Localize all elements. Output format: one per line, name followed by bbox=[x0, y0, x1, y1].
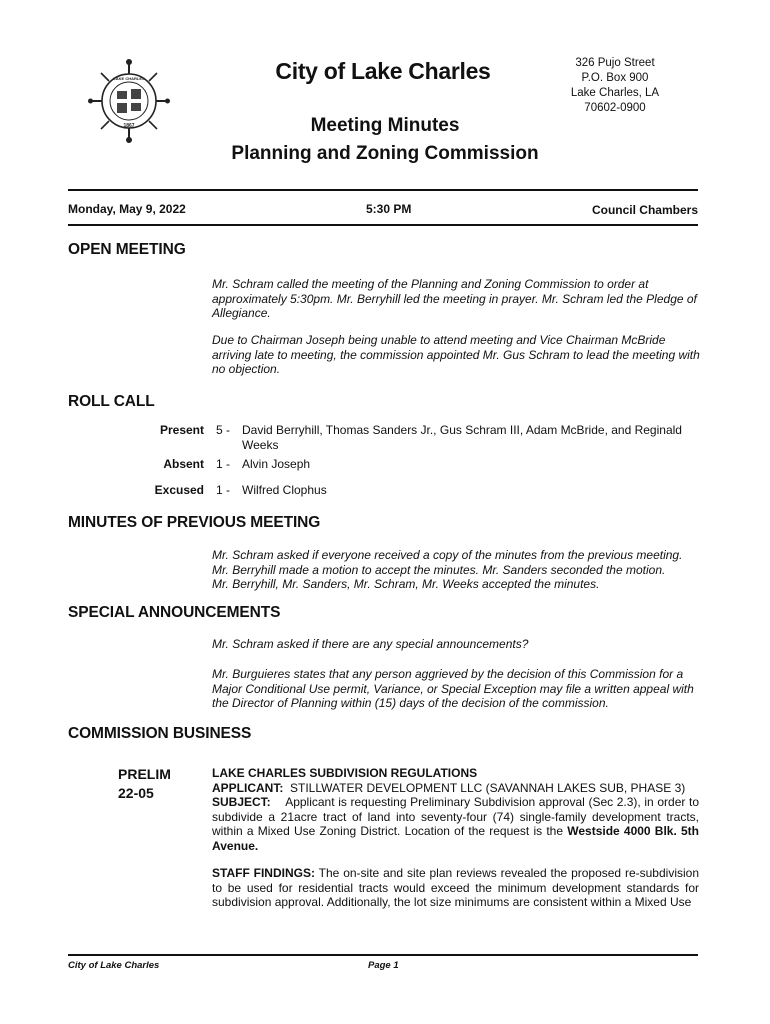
seal-year: 1867 bbox=[123, 123, 135, 129]
top-rule bbox=[68, 189, 698, 191]
address-line: 70602-0900 bbox=[584, 102, 646, 114]
applicant-value: STILLWATER DEVELOPMENT LLC (SAVANNAH LAKES SUB, PHASE 3) bbox=[290, 780, 686, 795]
address-line: Lake Charles, LA bbox=[570, 87, 660, 99]
previous-minutes-line: Mr. Berryhill, Mr. Sanders, Mr. Schram, Mr. Weeks accepted the minutes. bbox=[212, 577, 600, 591]
item-details bbox=[212, 766, 699, 910]
open-meeting-para-1: Mr. Schram called the meeting of the Planning and Zoning Commission to order at approximately 5:30pm. Mr. Berryhill led the meeting in prayer. Mr. Schram led the Pledge of Allegiance. bbox=[212, 277, 697, 320]
footer-page-number: Page 1 bbox=[368, 960, 399, 971]
item-number bbox=[118, 765, 171, 803]
previous-minutes-line: Mr. Berryhill made a motion to accept the minutes. Mr. Sanders seconded the motion. bbox=[212, 563, 666, 577]
roll-call-count: 1 - bbox=[216, 457, 231, 471]
title-line-1: Meeting Minutes bbox=[310, 115, 460, 136]
previous-minutes-heading: MINUTES OF PREVIOUS MEETING bbox=[68, 514, 321, 531]
address-line: 326 Pujo Street bbox=[575, 57, 655, 69]
special-announcements-para-1: Mr. Schram asked if there are any special announcements? bbox=[212, 637, 529, 651]
footer-organization: City of Lake Charles bbox=[68, 960, 160, 971]
city-seal bbox=[88, 58, 170, 144]
staff-findings-paragraph bbox=[212, 866, 699, 910]
commission-business-heading: COMMISSION BUSINESS bbox=[68, 725, 252, 742]
meeting-location: Council Chambers bbox=[591, 203, 698, 217]
title-line-2: Planning and Zoning Commission bbox=[231, 143, 539, 164]
organization-name: City of Lake Charles bbox=[275, 58, 491, 84]
open-meeting-para-2: Due to Chairman Joseph being unable to attend meeting and Vice Chairman McBride arriving late to meeting, the commission appointed Mr. Gus Schram to lead the meeting with no objection. bbox=[212, 333, 700, 376]
footer-rule bbox=[68, 954, 698, 956]
special-announcements-heading: SPECIAL ANNOUNCEMENTS bbox=[68, 604, 281, 621]
roll-call-label: Excused bbox=[154, 483, 204, 497]
subject-label: SUBJECT: bbox=[212, 795, 271, 809]
roll-call-count: 1 - bbox=[216, 483, 231, 497]
applicant-line bbox=[212, 781, 699, 796]
meeting-date: Monday, May 9, 2022 bbox=[68, 202, 186, 216]
special-announcements-para-2: Mr. Burguieres states that any person aggrieved by the decision of this Commission for a Major Conditional Use permit, Variance, or Special Exception may file a written appeal with the Director of Planning within (15) days of the decision of the commission. bbox=[212, 667, 694, 710]
findings-value: The on-site and site plan reviews revealed the proposed re-subdivision to be used for residential tracts would exceed the minimum development standards for subdivision approval. Additionally, the lot size minimums are consistent within a Mixed Use bbox=[212, 866, 700, 909]
meeting-time: 5:30 PM bbox=[366, 202, 412, 216]
findings-label: STAFF FINDINGS: bbox=[212, 866, 315, 880]
address-block bbox=[560, 56, 670, 116]
roll-call-count: 5 - bbox=[216, 423, 231, 437]
item-number-line-2: 22-05 bbox=[118, 785, 154, 801]
seal-motto: LAKE CHARLES bbox=[113, 76, 145, 81]
open-meeting-heading: OPEN MEETING bbox=[68, 241, 186, 258]
regulations-title: LAKE CHARLES SUBDIVISION REGULATIONS bbox=[212, 766, 478, 780]
roll-call-label: Absent bbox=[163, 457, 204, 471]
roll-call-names: Wilfred Clophus bbox=[242, 483, 327, 497]
subject-value: Applicant is requesting Preliminary Subdivision approval (Sec 2.3), in order to subdivide a 21acre tract of land into seventy-four (74) single-family development tracts, within a Mixed Use Zoning District. Location of the request is the bbox=[212, 795, 699, 838]
previous-minutes-line: Mr. Schram asked if everyone received a copy of the minutes from the previous meeting. bbox=[212, 548, 683, 562]
item-number-line-1: PRELIM bbox=[118, 766, 171, 782]
subject-location: Westside 4000 Blk. 5th Avenue. bbox=[212, 824, 700, 853]
meta-rule bbox=[68, 224, 698, 226]
document-title bbox=[200, 112, 570, 168]
subject-paragraph bbox=[212, 795, 699, 853]
roll-call-heading: ROLL CALL bbox=[68, 393, 155, 410]
applicant-label: APPLICANT: bbox=[212, 780, 284, 795]
address-line: P.O. Box 900 bbox=[581, 72, 649, 84]
roll-call-names: Alvin Joseph bbox=[242, 457, 311, 471]
roll-call-label: Present bbox=[159, 423, 204, 437]
roll-call-names: David Berryhill, Thomas Sanders Jr., Gus Schram III, Adam McBride, and Reginald Weeks bbox=[242, 423, 682, 452]
